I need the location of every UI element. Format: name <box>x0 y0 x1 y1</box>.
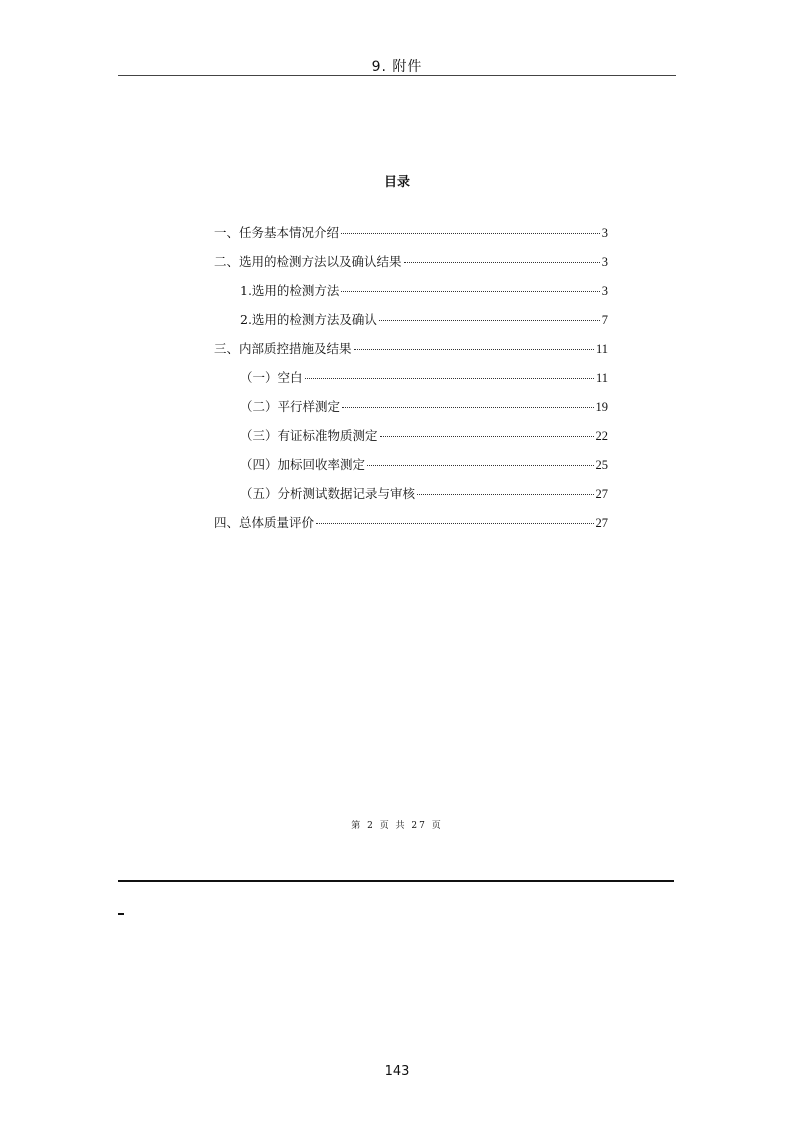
toc-leader-dots <box>341 223 600 234</box>
toc-entry-page: 11 <box>595 371 608 385</box>
toc-entry[interactable] <box>240 281 608 297</box>
toc-entry-page: 25 <box>595 458 608 472</box>
toc-entry-label: （一）空白 <box>240 370 303 385</box>
toc-leader-dots <box>354 339 594 350</box>
header-title: 9. 附件 <box>371 59 423 75</box>
toc-entry[interactable] <box>240 484 608 500</box>
toc-entry-label: 二、选用的检测方法以及确认结果 <box>214 254 402 269</box>
toc-entry-label: （二）平行样测定 <box>240 399 341 414</box>
toc-entry-label: 三、内部质控措施及结果 <box>214 341 352 356</box>
toc-entry[interactable] <box>214 513 608 529</box>
toc-leader-dots <box>342 397 593 408</box>
footer-mark <box>118 913 124 915</box>
toc-entry-label: （五）分析测试数据记录与审核 <box>240 486 416 501</box>
toc-entry-label: 1.选用的检测方法 <box>240 283 340 298</box>
toc-entry-page: 7 <box>601 313 608 327</box>
toc-entry-page: 22 <box>595 429 608 443</box>
toc-entry-label: 2.选用的检测方法及确认 <box>240 312 377 327</box>
toc-entry-page: 27 <box>595 516 608 530</box>
toc-entry-page: 3 <box>601 226 608 240</box>
toc-entry-label: 一、任务基本情况介绍 <box>214 225 340 240</box>
toc-title: 目录 <box>383 175 410 190</box>
toc-entry[interactable] <box>214 252 608 268</box>
toc-entry[interactable] <box>240 310 608 326</box>
page-number: 143 <box>384 1064 410 1079</box>
toc-entry-page: 11 <box>595 342 608 356</box>
toc-entry-page: 3 <box>601 284 608 298</box>
toc-leader-dots <box>367 455 593 466</box>
toc-leader-dots <box>404 252 600 263</box>
toc-entry-page: 3 <box>601 255 608 269</box>
toc-entry[interactable] <box>240 368 608 384</box>
toc-entry[interactable] <box>240 455 608 471</box>
toc-entry[interactable] <box>240 426 608 442</box>
toc-entry-label: （四）加标回收率测定 <box>240 457 366 472</box>
toc-leader-dots <box>379 310 600 321</box>
toc-leader-dots <box>417 484 593 495</box>
toc-entry[interactable] <box>214 339 608 355</box>
toc-leader-dots <box>380 426 594 437</box>
toc-entry[interactable] <box>214 223 608 239</box>
toc-leader-dots <box>316 513 593 524</box>
toc-entry-label: 四、总体质量评价 <box>214 515 315 530</box>
page-indicator: 第 2 页 共 27 页 <box>351 821 443 831</box>
footer-rule <box>118 880 674 882</box>
toc-entry[interactable] <box>240 397 608 413</box>
toc-entry-page: 19 <box>595 400 608 414</box>
toc-entry-page: 27 <box>595 487 608 501</box>
toc-leader-dots <box>305 368 594 379</box>
header-rule <box>118 75 676 76</box>
toc-leader-dots <box>341 281 599 292</box>
toc-entry-label: （三）有证标准物质测定 <box>240 428 378 443</box>
